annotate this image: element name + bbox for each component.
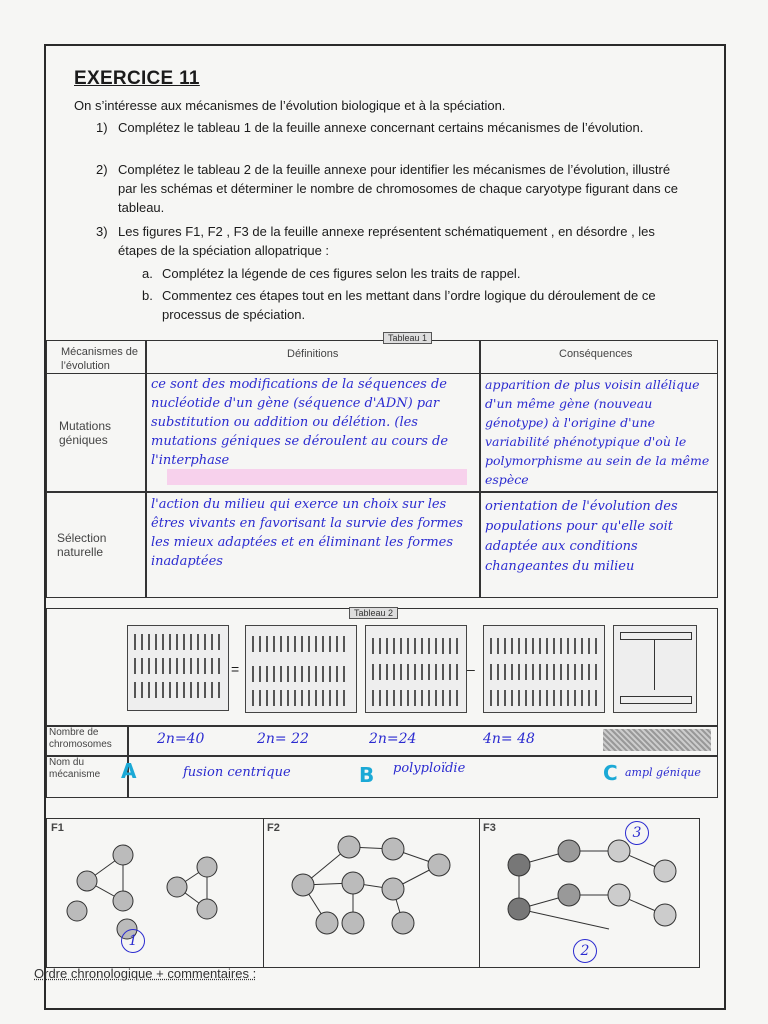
- arrow-icon: =: [231, 661, 240, 677]
- figure-F1: [47, 819, 264, 967]
- mechanism-B-name: polyploïdie: [393, 761, 466, 776]
- answer-circle: 1: [121, 929, 145, 953]
- consequence-mutations: [485, 375, 713, 489]
- figure-label: F3: [483, 822, 496, 834]
- highlighter-mark: [167, 469, 467, 485]
- handwritten-answer: ce sont des modifications de la séquences de nucléotide d'un gène (séquence d'ADN) par substitution ou addition ou délétion. (les mutations géniques se déroulent au cours de l'interphase: [151, 377, 449, 468]
- header-consequences: Conséquences: [559, 348, 633, 360]
- handwritten-answer: l'action du milieu qui exerce un choix sur les êtres vivants en favorisant la survie des formes les mieux adaptées et en éliminant les formes inadaptées: [151, 497, 464, 569]
- tableau-1: [46, 333, 718, 598]
- question-number: 3): [96, 224, 108, 239]
- subquestion-letter: a.: [142, 266, 153, 281]
- definition-selection: [151, 495, 475, 571]
- count-B: 2n=24: [369, 731, 417, 747]
- count-B-after: 4n= 48: [483, 731, 535, 747]
- question-text: Complétez le tableau 1 de la feuille annexe concernant certains mécanismes de l’évolution.: [118, 120, 644, 135]
- karyotype-B-after: [483, 625, 605, 713]
- answer-circle: 3: [625, 821, 649, 845]
- gene-amplification-diagram: [613, 625, 697, 713]
- chromosome-bar: [620, 632, 692, 640]
- label-chromosome-count: Nombre de chromosomes: [49, 727, 112, 750]
- subquestion-text: Commentez ces étapes tout en les mettant dans l’ordre logique du déroulement de ce processus de spéciation.: [162, 288, 656, 322]
- count-A-after: 2n= 22: [257, 731, 309, 747]
- figure-label: F1: [51, 822, 64, 834]
- tableau-2: [46, 608, 718, 798]
- karyotype-B-before: [365, 625, 467, 713]
- figure-F3: [479, 819, 699, 967]
- definition-mutations: [151, 375, 475, 470]
- handwritten-answer: orientation de l'évolution des populations pour qu'elle soit adaptée aux conditions changeantes du milieu: [485, 499, 678, 574]
- handwritten-answer: apparition de plus voisin allélique d'un même gène (nouveau génotype) à l'origine d'une variabilité phénotypique d'où le polymorphisme au sein de la même espèce: [485, 377, 710, 487]
- question-number: 2): [96, 162, 108, 177]
- population-network: [263, 819, 479, 967]
- exercise-title: EXERCICE 11: [74, 68, 200, 89]
- mechanism-A-name: fusion centrique: [183, 765, 291, 780]
- header-mechanisms: Mécanismes de l’évolution: [61, 346, 139, 372]
- answer-circle: 2: [573, 939, 597, 963]
- mechanism-selection: Sélection naturelle: [57, 531, 107, 559]
- figure-F2: [263, 819, 480, 967]
- row-divider: [47, 725, 717, 727]
- row-divider: [47, 755, 717, 757]
- chromosome-bar: [620, 696, 692, 704]
- hatched-cell: [603, 729, 711, 751]
- arrow-icon: –: [467, 661, 475, 677]
- karyotype-A-after: [245, 625, 357, 713]
- question-text: Les figures F1, F2 , F3 de la feuille annexe représentent schématiquement , en désordre , les étapes de la spéciation allopatrique :: [118, 224, 655, 258]
- footer-prompt: Ordre chronologique + commentaires :: [34, 966, 257, 981]
- consequence-selection: [485, 497, 713, 577]
- karyotype-A-before: [127, 625, 229, 711]
- figure-label: F2: [267, 822, 280, 834]
- header-definitions: Définitions: [287, 348, 339, 360]
- subquestion-text: Complétez la légende de ces figures selon les traits de rappel.: [162, 266, 521, 281]
- row-divider: [47, 373, 717, 374]
- population-network: [47, 819, 263, 967]
- label-mechanism-name: Nom du mécanisme: [49, 757, 101, 780]
- table-tag: Tableau 2: [349, 607, 398, 619]
- letter-B: B: [359, 763, 375, 787]
- mechanism-mutations: Mutations géniques: [59, 419, 112, 447]
- column-divider: [479, 341, 481, 597]
- letter-C: C: [603, 761, 618, 785]
- row-divider: [47, 491, 717, 493]
- count-A: 2n=40: [157, 731, 205, 747]
- table-tag: Tableau 1: [383, 332, 432, 344]
- speciation-figures: [46, 818, 700, 968]
- subquestion-letter: b.: [142, 288, 153, 303]
- arrow-line: [654, 640, 655, 690]
- question-text: Complétez le tableau 2 de la feuille annexe pour identifier les mécanismes de l’évolution, illustré par les schémas et déterminer le nombre de chromosomes de chaque caryotype figurant dans ce tableau.: [118, 162, 679, 215]
- letter-A: A: [121, 759, 137, 783]
- question-number: 1): [96, 120, 108, 135]
- mechanism-C-name: ampl génique: [625, 766, 701, 779]
- exercise-intro: On s’intéresse aux mécanismes de l’évolution biologique et à la spéciation.: [74, 98, 506, 113]
- column-divider: [145, 341, 147, 597]
